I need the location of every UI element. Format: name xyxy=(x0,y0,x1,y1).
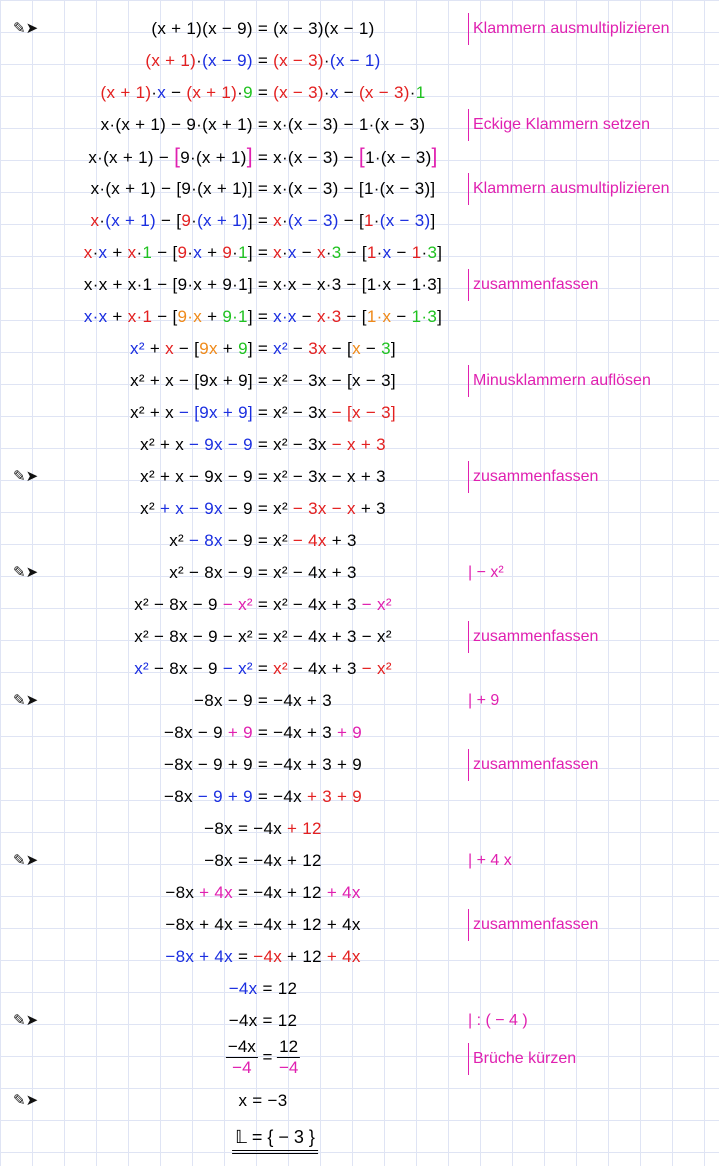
equation: −8x = −4x + 12 xyxy=(204,851,322,870)
step-row xyxy=(0,877,719,909)
solution-set: 𝕃 = { − 3 } xyxy=(232,1124,318,1154)
equation: −8x − 9 + 9 = −4x + 3 + 9 xyxy=(164,755,362,774)
left-fraction xyxy=(226,1037,258,1078)
equation: −8x = −4x + 12 xyxy=(204,819,322,838)
step-row xyxy=(0,845,719,877)
pencil-arrow-icon[interactable]: ✎➤ xyxy=(13,692,39,709)
equation: (x + 1)(x − 9) = (x − 3)(x − 1) xyxy=(151,19,375,38)
pencil-arrow-icon[interactable]: ✎➤ xyxy=(13,468,39,485)
step-row xyxy=(0,1085,719,1117)
equation: −8x − 9 = −4x + 3 xyxy=(194,691,332,710)
equation: x² + x − [9x + 9] = x² − 3x − [x − 3] xyxy=(130,371,396,390)
step-note xyxy=(468,173,670,205)
step-note xyxy=(468,461,598,493)
fraction-equation: $\frac{-4x}{-4}$ = $\frac{12}{-4}$ xyxy=(227,1037,299,1077)
equation: −8x − 9 + 9 = −4x + 3 + 9 xyxy=(164,723,362,742)
equation: x·(x + 1) − 9·(x + 1) = x·(x − 3) − 1·(x − 3) xyxy=(100,115,426,134)
equation: x² + x − 9x − 9 = x² − 3x − x + 3 xyxy=(140,499,386,518)
equation: x·(x + 1) − [9·(x + 1)] = x·(x − 3) − [1·(x − 3)] xyxy=(90,211,436,230)
left-numerator: −4x xyxy=(227,1037,256,1056)
equation: x² − 8x − 9 − x² = x² − 4x + 3 − x² xyxy=(134,627,392,646)
right-numerator: 12 xyxy=(279,1037,299,1056)
step-note xyxy=(468,845,512,877)
note-text: Klammern ausmultiplizieren xyxy=(473,180,670,197)
step-row xyxy=(0,525,719,557)
equation: (x + 1)·x − (x + 1)·9 = (x − 3)·x − (x − 3)·1 xyxy=(100,83,426,102)
step-row xyxy=(0,269,719,301)
note-text: zusammenfassen xyxy=(473,468,599,485)
note-text: zusammenfassen xyxy=(473,628,599,645)
note-text: zusammenfassen xyxy=(473,916,599,933)
step-note xyxy=(468,557,504,589)
step-note xyxy=(468,1005,528,1037)
step-row xyxy=(0,429,719,461)
step-note xyxy=(468,109,650,141)
equation: −8x + 4x = −4x + 12 + 4x xyxy=(165,915,361,934)
equation: x² − 8x − 9 = x² − 4x + 3 xyxy=(169,531,357,550)
equation: x² + x − [9x + 9] = x² − 3x − [x − 3] xyxy=(130,403,396,422)
note-text: Klammern ausmultiplizieren xyxy=(473,20,670,37)
note-text: Brüche kürzen xyxy=(473,1050,577,1067)
note-text: zusammenfassen xyxy=(473,276,599,293)
step-row xyxy=(0,365,719,397)
step-row xyxy=(0,717,719,749)
note-text: Eckige Klammern setzen xyxy=(473,116,650,133)
step-row xyxy=(0,653,719,685)
pencil-arrow-icon[interactable]: ✎➤ xyxy=(13,1092,39,1109)
note-text: zusammenfassen xyxy=(473,756,599,773)
step-row xyxy=(0,493,719,525)
note-text: Minusklammern auflösen xyxy=(473,372,651,389)
equation: x = −3 xyxy=(238,1091,288,1110)
step-row xyxy=(0,1005,719,1037)
step-row xyxy=(0,749,719,781)
step-row xyxy=(0,557,719,589)
note-text: | + 4 x xyxy=(468,852,512,869)
equation: x·x + x·1 − [9·x + 9·1] = x·x − x·3 − [1·x − 1·3] xyxy=(83,275,443,294)
step-row xyxy=(0,45,719,77)
equation: x² − 8x − 9 = x² − 4x + 3 xyxy=(169,563,357,582)
left-denominator: −4 xyxy=(232,1058,252,1077)
step-note xyxy=(468,621,598,653)
step-note xyxy=(468,13,670,45)
step-row xyxy=(0,205,719,237)
step-note xyxy=(468,685,499,717)
equation: x² + x − 9x − 9 = x² − 3x − x + 3 xyxy=(140,467,386,486)
equation: (x + 1)·(x − 9) = (x − 3)·(x − 1) xyxy=(145,51,381,70)
equation: −4x = 12 xyxy=(228,979,298,998)
step-row xyxy=(0,333,719,365)
step-row xyxy=(0,301,719,333)
equation: x² + x − 9x − 9 = x² − 3x − x + 3 xyxy=(140,435,386,454)
step-row xyxy=(0,141,719,173)
equation: x·x + x·1 − [9·x + 9·1] = x·x − x·3 − [1·x − 1·3] xyxy=(83,243,443,262)
step-row xyxy=(0,13,719,45)
step-row xyxy=(0,109,719,141)
step-row xyxy=(0,397,719,429)
equation: x² + x − [9x + 9] = x² − 3x − [x − 3] xyxy=(130,339,396,358)
equation: x·(x + 1) − [9·(x + 1)] = x·(x − 3) − [1·(x − 3)] xyxy=(88,145,438,168)
pencil-arrow-icon[interactable]: ✎➤ xyxy=(13,564,39,581)
pencil-arrow-icon[interactable]: ✎➤ xyxy=(13,852,39,869)
step-note xyxy=(468,365,651,397)
equation: −8x − 9 + 9 = −4x + 3 + 9 xyxy=(164,787,362,806)
right-denominator: −4 xyxy=(278,1058,299,1077)
step-row xyxy=(0,461,719,493)
equation: −4x = 12 xyxy=(228,1011,298,1030)
equation: x² − 8x − 9 − x² = x² − 4x + 3 − x² xyxy=(134,659,392,678)
step-row xyxy=(0,813,719,845)
equation: −8x + 4x = −4x + 12 + 4x xyxy=(165,883,361,902)
step-note xyxy=(468,269,598,301)
fraction-row xyxy=(0,1037,719,1085)
step-note xyxy=(468,1043,576,1075)
note-text: | − x² xyxy=(468,564,504,581)
step-note xyxy=(468,749,598,781)
equation: x·(x + 1) − [9·(x + 1)] = x·(x − 3) − [1·(x − 3)] xyxy=(90,179,436,198)
step-row xyxy=(0,685,719,717)
note-text: | + 9 xyxy=(468,692,500,709)
step-row xyxy=(0,909,719,941)
equation: x·x + x·1 − [9·x + 9·1] = x·x − x·3 − [1·x − 1·3] xyxy=(83,307,443,326)
step-row xyxy=(0,589,719,621)
step-row xyxy=(0,781,719,813)
step-row xyxy=(0,621,719,653)
step-row xyxy=(0,941,719,973)
equation: −8x + 4x = −4x + 12 + 4x xyxy=(165,947,361,966)
step-row xyxy=(0,237,719,269)
step-row xyxy=(0,173,719,205)
note-text: | : ( − 4 ) xyxy=(468,1012,528,1029)
pencil-arrow-icon[interactable]: ✎➤ xyxy=(13,1012,39,1029)
step-row xyxy=(0,973,719,1005)
step-row xyxy=(0,77,719,109)
pencil-arrow-icon[interactable]: ✎➤ xyxy=(13,20,39,37)
step-note xyxy=(468,909,598,941)
right-fraction xyxy=(277,1037,300,1078)
equation: x² − 8x − 9 − x² = x² − 4x + 3 − x² xyxy=(134,595,392,614)
